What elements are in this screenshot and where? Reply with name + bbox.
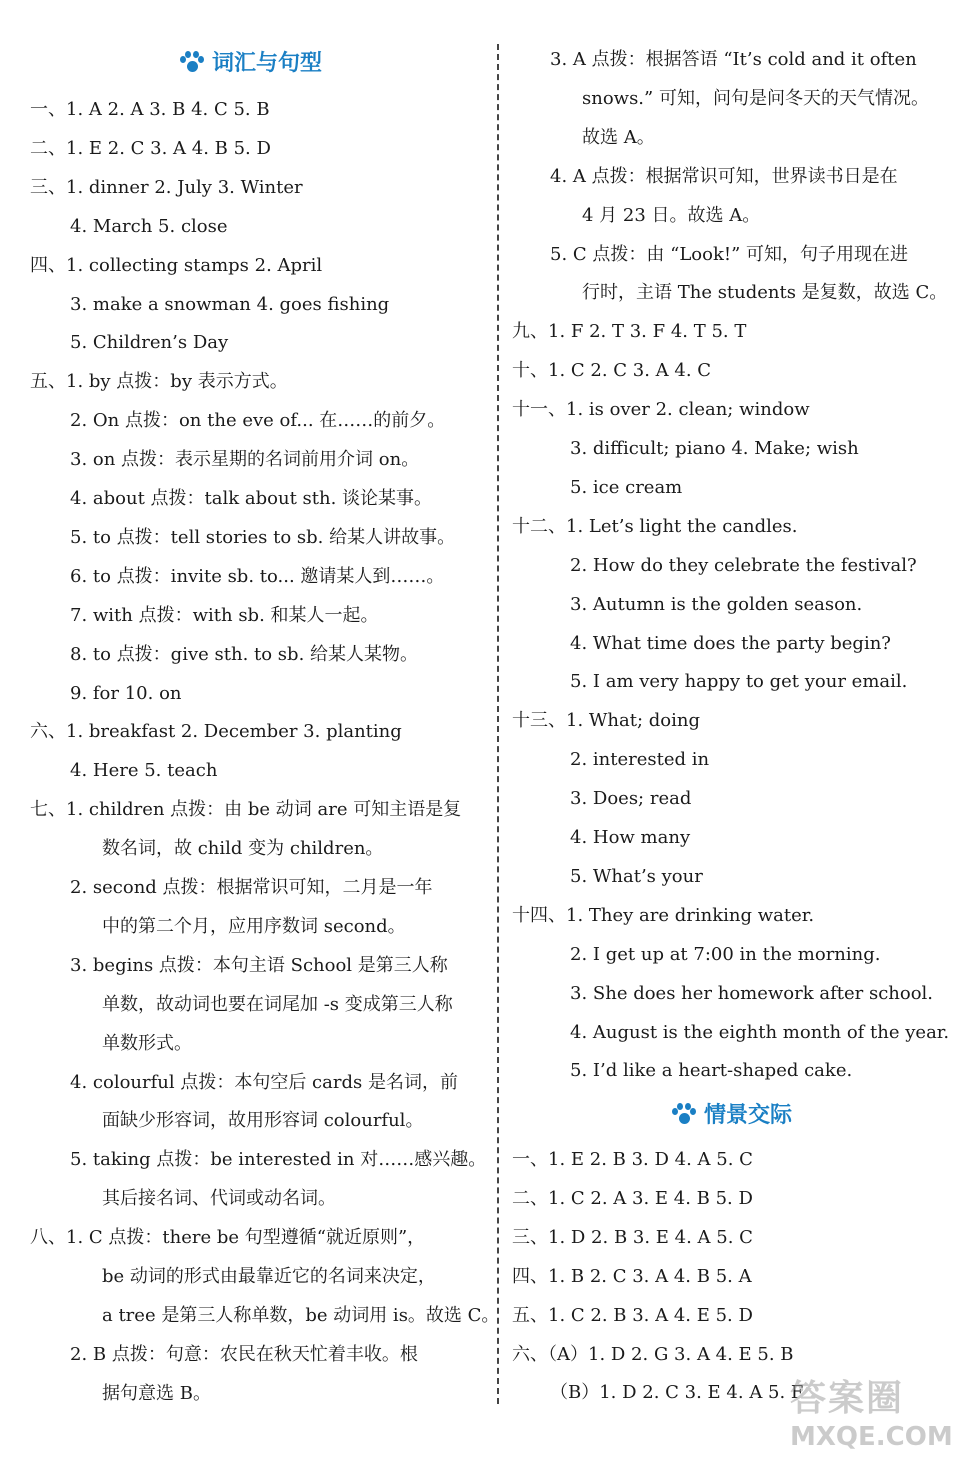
answer-line: 据句意选 B。 xyxy=(102,1382,211,1404)
answer-line: 7. with 点拨：with sb. 和某人一起。 xyxy=(70,604,379,626)
paw-icon xyxy=(180,51,204,73)
answer-line: 一、1. A 2. A 3. B 4. C 5. B xyxy=(30,99,270,120)
answer-line: （B）1. D 2. C 3. E 4. A 5. F xyxy=(550,1382,804,1404)
answer-line: 4. A 点拨：根据常识可知，世界读书日是在 xyxy=(550,165,898,187)
answer-line: 单数形式。 xyxy=(102,1032,192,1054)
answer-line: 2. second 点拨：根据常识可知，二月是一年 xyxy=(70,877,433,898)
section-heading-situational: 情景交际 xyxy=(672,1098,792,1129)
answer-line: 三、1. dinner 2. July 3. Winter xyxy=(30,176,303,198)
answer-line: 4. August is the eighth month of the year. xyxy=(570,1021,950,1043)
answer-line: 六、1. breakfast 2. December 3. planting xyxy=(30,721,402,743)
answer-line: 单数，故动词也要在词尾加 -s 变成第三人称 xyxy=(102,993,453,1015)
answer-line: be 动词的形式由最靠近它的名词来决定， xyxy=(102,1266,436,1287)
answer-line: a tree 是第三人称单数，be 动词用 is。故选 C。 xyxy=(102,1304,500,1326)
paw-icon xyxy=(672,1103,696,1125)
answer-line: 3. She does her homework after school. xyxy=(570,982,934,1004)
answer-line: 2. On 点拨：on the eve of... 在……的前夕。 xyxy=(70,410,446,432)
answer-line: 行时，主语 The students 是复数，故选 C。 xyxy=(582,282,948,304)
answer-line: 5. I’d like a heart-shaped cake. xyxy=(570,1060,853,1082)
answer-line: 4. What time does the party begin? xyxy=(570,632,891,654)
answer-line: 数名词，故 child 变为 children。 xyxy=(102,838,384,860)
answer-line: 三、1. D 2. B 3. E 4. A 5. C xyxy=(512,1226,753,1248)
answer-line: 五、1. by 点拨：by 表示方式。 xyxy=(30,371,288,393)
answer-line: 中的第二个月，应用序数词 second。 xyxy=(102,915,406,937)
answer-line: 五、1. C 2. B 3. A 4. E 5. D xyxy=(512,1304,753,1326)
answer-line: 5. I am very happy to get your email. xyxy=(570,671,908,693)
answer-line: 3. difficult; piano 4. Make; wish xyxy=(570,438,859,459)
answer-line: 2. How do they celebrate the festival? xyxy=(570,554,917,576)
answer-line: 十二、1. Let’s light the candles. xyxy=(512,515,798,537)
answer-line: 4. How many xyxy=(570,827,691,848)
answer-line: 3. A 点拨：根据答语 “It’s cold and it often xyxy=(550,49,917,70)
answer-line: 九、1. F 2. T 3. F 4. T 5. T xyxy=(512,321,747,343)
answer-line: 四、1. collecting stamps 2. April xyxy=(30,254,323,276)
column-divider xyxy=(497,44,499,1404)
answer-line: snows.” 可知，问句是问冬天的天气情况。 xyxy=(582,87,929,109)
answer-line: 3. Does; read xyxy=(570,788,692,810)
answer-line: 2. I get up at 7:00 in the morning. xyxy=(570,943,881,965)
answer-line: 六、（A）1. D 2. G 3. A 4. E 5. B xyxy=(512,1343,794,1365)
answer-line: 3. make a snowman 4. goes fishing xyxy=(70,293,390,315)
answer-line: 一、1. E 2. B 3. D 4. A 5. C xyxy=(512,1149,753,1170)
answer-line: 5. taking 点拨：be interested in 对……感兴趣。 xyxy=(70,1149,487,1171)
answer-line: 四、1. B 2. C 3. A 4. B 5. A xyxy=(512,1265,752,1287)
answer-line: 七、1. children 点拨：由 be 动词 are 可知主语是复 xyxy=(30,799,462,821)
answer-line: 3. on 点拨：表示星期的名词前用介词 on。 xyxy=(70,449,420,471)
answer-line: 二、1. C 2. A 3. E 4. B 5. D xyxy=(512,1187,753,1209)
answer-line: 2. interested in xyxy=(570,749,710,771)
answer-line: 4 月 23 日。故选 A。 xyxy=(582,204,761,226)
answer-line: 3. Autumn is the golden season. xyxy=(570,593,863,615)
answer-line: 4. about 点拨：talk about sth. 谈论某事。 xyxy=(70,488,433,509)
section-heading-vocabulary: 词汇与句型 xyxy=(180,46,322,77)
answer-line: 3. begins 点拨：本句主语 School 是第三人称 xyxy=(70,954,448,976)
answer-line: 5. ice cream xyxy=(570,476,683,498)
watermark-logo: 答案圈 xyxy=(790,1378,905,1419)
watermark-url: MXQE.COM xyxy=(790,1422,953,1452)
answer-line: 4. Here 5. teach xyxy=(70,760,218,782)
answer-line: 十一、1. is over 2. clean; window xyxy=(512,399,810,421)
answer-line: 十、1. C 2. C 3. A 4. C xyxy=(512,360,712,382)
answer-line: 4. colourful 点拨：本句空后 cards 是名词，前 xyxy=(70,1071,458,1093)
answer-line: 6. to 点拨：invite sb. to... 邀请某人到……。 xyxy=(70,565,445,587)
answer-line: 5. to 点拨：tell stories to sb. 给某人讲故事。 xyxy=(70,526,456,548)
answer-line: 面缺少形容词，故用形容词 colourful。 xyxy=(102,1110,424,1132)
answer-line: 5. Children’s Day xyxy=(70,332,229,354)
answer-line: 二、1. E 2. C 3. A 4. B 5. D xyxy=(30,137,271,159)
answer-line: 十三、1. What; doing xyxy=(512,710,700,732)
answer-line: 4. March 5. close xyxy=(70,215,228,237)
answer-line: 其后接名词、代词或动名词。 xyxy=(102,1188,336,1210)
answer-line: 5. C 点拨：由 “Look!” 可知，句子用现在进 xyxy=(550,243,909,265)
answer-line: 9. for 10. on xyxy=(70,682,182,704)
answer-line: 2. B 点拨：句意：农民在秋天忙着丰收。根 xyxy=(70,1343,418,1365)
answer-line: 八、1. C 点拨：there be 句型遵循“就近原则”， xyxy=(30,1227,426,1249)
answer-line: 8. to 点拨：give sth. to sb. 给某人某物。 xyxy=(70,643,419,665)
answer-line: 十四、1. They are drinking water. xyxy=(512,904,815,926)
answer-line: 故选 A。 xyxy=(582,126,655,148)
answer-line: 5. What’s your xyxy=(570,865,703,887)
